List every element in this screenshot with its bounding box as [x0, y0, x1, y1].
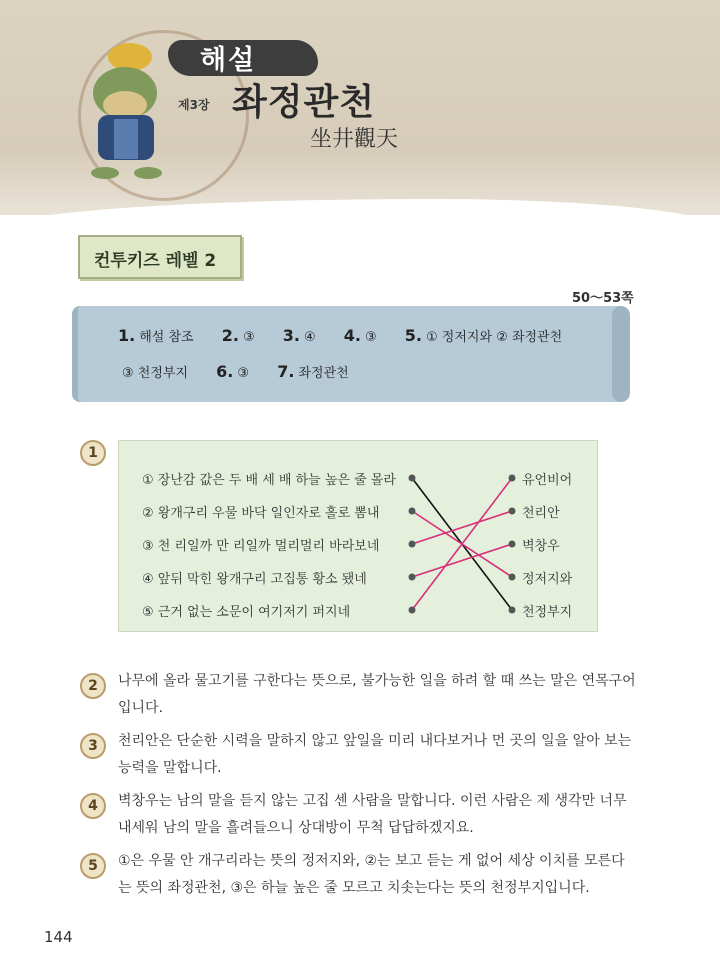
match-dot — [409, 607, 416, 614]
answer-item: ③ 천정부지 — [122, 366, 189, 381]
match-right-item: 벽창우 — [522, 539, 560, 554]
answer-item: 6. ③ — [216, 362, 250, 381]
answer-paragraph-5: ①은 우물 안 개구리라는 뜻의 정저지와, ②는 보고 듣는 게 없어 세상 이치를 모른다는 뜻의 좌정관천, ③은 하늘 높은 줄 모르고 치솟는다는 뜻의 천정부지입니다. — [118, 853, 625, 896]
page-reference: 50～53쪽 — [572, 291, 634, 306]
question-number-5: 5 — [80, 853, 106, 879]
answer-paragraph-3: 천리안은 단순한 시력을 말하지 않고 앞일을 미리 내다보거나 먼 곳의 일을 알아 보는 능력을 말합니다. — [118, 733, 632, 776]
page-number: 144 — [44, 928, 73, 946]
match-right-item: 유언비어 — [522, 473, 573, 488]
match-right-item: 천정부지 — [522, 605, 573, 620]
match-dot — [409, 508, 416, 515]
match-left-item: ② 왕개구리 우물 바닥 일인자로 홀로 뽐내 — [142, 506, 380, 521]
match-dot — [409, 475, 416, 482]
answer-paragraph-4: 벽창우는 남의 말을 듣지 않는 고집 센 사람을 말합니다. 이런 사람은 제 생각만 너무 내세워 남의 말을 흘려들으니 상대방이 무척 답답하겠지요. — [118, 793, 627, 836]
match-left-item: ④ 앞뒤 막힌 왕개구리 고집통 황소 됐네 — [142, 572, 367, 587]
answer-item: 1. 해설 참조 — [118, 326, 194, 345]
header-badge: 해설 — [200, 45, 257, 76]
match-dot — [509, 508, 516, 515]
match-dot — [409, 574, 416, 581]
question-number-3: 3 — [80, 733, 106, 759]
match-left-item: ⑤ 근거 없는 소문이 여기저기 퍼지네 — [142, 605, 351, 620]
match-line-3-2 — [412, 511, 512, 544]
question-number-1: 1 — [80, 440, 106, 466]
match-right-item: 천리안 — [522, 506, 560, 521]
level-badge-label: 컨투키즈 레벨 2 — [94, 251, 217, 271]
answer-paragraph-2: 나무에 올라 물고기를 구한다는 뜻으로, 불가능한 일을 하려 할 때 쓰는 말은 연목구어입니다. — [118, 673, 636, 716]
match-dot — [509, 475, 516, 482]
match-dot — [509, 541, 516, 548]
answer-item: 5. ① 정저지와 ② 좌정관천 — [404, 326, 563, 345]
match-left-item: ① 장난감 값은 두 배 세 배 하늘 높은 줄 몰라 — [142, 473, 396, 488]
chapter-label: 제3장 — [178, 98, 210, 112]
answer-item: 3. ④ — [282, 326, 316, 345]
question-number-4: 4 — [80, 793, 106, 819]
answer-item: 4. ③ — [343, 326, 377, 345]
match-left-item: ③ 천 리일까 만 리일까 멀리멀리 바라보네 — [142, 539, 380, 554]
page-title: 좌정관천 — [232, 82, 376, 123]
match-dot — [409, 541, 416, 548]
match-dot — [509, 607, 516, 614]
match-line-4-3 — [412, 544, 512, 577]
match-dot — [509, 574, 516, 581]
answer-item: 2. ③ — [221, 326, 255, 345]
match-right-item: 정저지와 — [522, 572, 573, 587]
answer-item: 7. 좌정관천 — [277, 362, 349, 381]
page-subtitle: 坐井觀天 — [310, 127, 399, 152]
question-number-2: 2 — [80, 673, 106, 699]
